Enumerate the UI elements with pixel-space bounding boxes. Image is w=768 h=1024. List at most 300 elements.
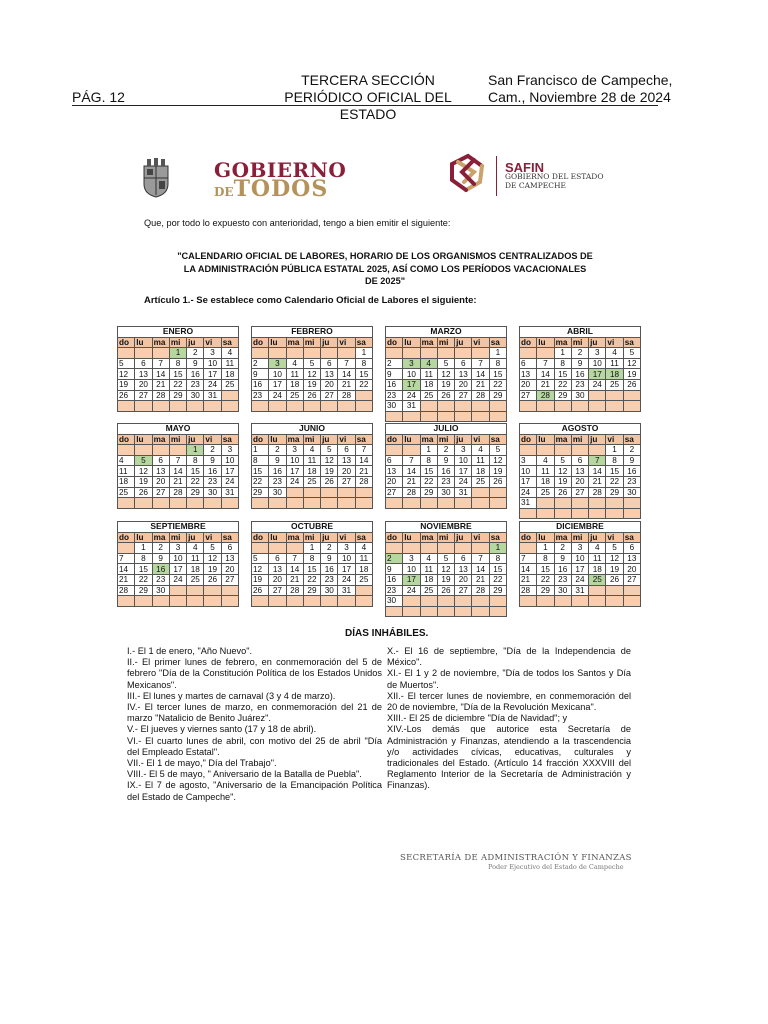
day-cell: 2 bbox=[437, 445, 454, 456]
empty-day-cell bbox=[437, 411, 454, 422]
day-cell: 7 bbox=[338, 358, 355, 369]
day-cell: 21 bbox=[355, 466, 372, 477]
day-header: mi bbox=[169, 532, 186, 543]
day-cell: 8 bbox=[606, 455, 623, 466]
day-cell: 12 bbox=[489, 455, 506, 466]
empty-day-cell bbox=[269, 498, 286, 509]
day-cell: 18 bbox=[221, 369, 238, 380]
day-cell: 23 bbox=[204, 476, 221, 487]
empty-day-cell bbox=[472, 543, 489, 554]
day-cell: 3 bbox=[571, 543, 588, 554]
empty-day-cell bbox=[221, 390, 238, 401]
day-cell: 12 bbox=[118, 369, 135, 380]
day-cell: 1 bbox=[420, 445, 437, 456]
day-cell: 18 bbox=[118, 476, 135, 487]
day-header: sa bbox=[489, 337, 506, 348]
day-cell: 27 bbox=[269, 585, 286, 596]
title-line-3: DE 2025" bbox=[364, 276, 406, 286]
day-header: ju bbox=[187, 532, 204, 543]
empty-day-cell bbox=[520, 596, 537, 607]
day-cell: 2 bbox=[623, 445, 640, 456]
empty-day-cell bbox=[455, 498, 472, 509]
day-cell: 4 bbox=[118, 455, 135, 466]
day-cell: 17 bbox=[338, 564, 355, 575]
day-cell: 22 bbox=[355, 379, 372, 390]
day-cell: 10 bbox=[571, 553, 588, 564]
empty-day-cell bbox=[187, 585, 204, 596]
day-header: sa bbox=[623, 337, 640, 348]
day-header: mi bbox=[303, 532, 320, 543]
day-cell: 20 bbox=[623, 564, 640, 575]
day-cell: 6 bbox=[455, 358, 472, 369]
day-cell: 11 bbox=[537, 466, 554, 477]
empty-day-cell bbox=[204, 401, 221, 412]
day-cell: 17 bbox=[221, 466, 238, 477]
day-cell: 11 bbox=[187, 553, 204, 564]
day-cell: 4 bbox=[589, 543, 606, 554]
day-cell: 25 bbox=[187, 574, 204, 585]
day-cell: 9 bbox=[386, 369, 403, 380]
day-header: do bbox=[252, 532, 269, 543]
day-cell: 17 bbox=[520, 476, 537, 487]
holiday-day-cell: 28 bbox=[537, 390, 554, 401]
month-calendar-noviembre bbox=[385, 521, 507, 617]
day-cell: 24 bbox=[455, 476, 472, 487]
day-header: ju bbox=[455, 337, 472, 348]
month-name: FEBRERO bbox=[252, 327, 373, 338]
day-cell: 6 bbox=[135, 358, 152, 369]
day-cell: 18 bbox=[420, 379, 437, 390]
day-cell: 31 bbox=[338, 585, 355, 596]
day-cell: 14 bbox=[355, 455, 372, 466]
day-cell: 17 bbox=[286, 466, 303, 477]
empty-day-cell bbox=[386, 606, 403, 617]
day-cell: 7 bbox=[152, 358, 169, 369]
day-cell: 12 bbox=[437, 564, 454, 575]
empty-day-cell bbox=[623, 508, 640, 519]
empty-day-cell bbox=[589, 498, 606, 509]
day-cell: 6 bbox=[269, 553, 286, 564]
day-cell: 25 bbox=[420, 585, 437, 596]
holiday-day-cell: 2 bbox=[386, 553, 403, 564]
day-cell: 9 bbox=[623, 455, 640, 466]
day-cell: 24 bbox=[589, 379, 606, 390]
day-header: mi bbox=[303, 337, 320, 348]
day-cell: 2 bbox=[571, 348, 588, 359]
empty-day-cell bbox=[537, 348, 554, 359]
day-header: do bbox=[118, 434, 135, 445]
day-cell: 7 bbox=[472, 358, 489, 369]
day-cell: 19 bbox=[489, 466, 506, 477]
day-cell: 1 bbox=[252, 445, 269, 456]
day-cell: 3 bbox=[221, 445, 238, 456]
day-cell: 26 bbox=[489, 476, 506, 487]
day-cell: 12 bbox=[135, 466, 152, 477]
safin-logo-text: SAFIN bbox=[505, 160, 544, 175]
day-cell: 25 bbox=[472, 476, 489, 487]
empty-day-cell bbox=[537, 596, 554, 607]
inhabil-item: XI.- El 1 y 2 de noviembre, "Día de todos los Santos y Día de Muertos". bbox=[387, 668, 631, 690]
empty-day-cell bbox=[420, 543, 437, 554]
day-cell: 23 bbox=[571, 379, 588, 390]
day-cell: 15 bbox=[420, 466, 437, 477]
holiday-day-cell: 5 bbox=[135, 455, 152, 466]
day-cell: 21 bbox=[589, 476, 606, 487]
day-header: mi bbox=[571, 337, 588, 348]
day-cell: 4 bbox=[420, 553, 437, 564]
day-cell: 24 bbox=[403, 390, 420, 401]
day-cell: 4 bbox=[187, 543, 204, 554]
empty-day-cell bbox=[472, 596, 489, 607]
day-header: lu bbox=[403, 434, 420, 445]
month-calendar-marzo bbox=[385, 326, 507, 422]
empty-day-cell bbox=[489, 411, 506, 422]
month-calendar-mayo bbox=[117, 423, 239, 509]
empty-day-cell bbox=[303, 498, 320, 509]
day-cell: 24 bbox=[338, 574, 355, 585]
empty-day-cell bbox=[489, 401, 506, 412]
day-cell: 19 bbox=[623, 369, 640, 380]
day-header: do bbox=[520, 337, 537, 348]
empty-day-cell bbox=[386, 498, 403, 509]
day-cell: 24 bbox=[520, 487, 537, 498]
empty-day-cell bbox=[403, 606, 420, 617]
day-cell: 14 bbox=[472, 369, 489, 380]
day-cell: 12 bbox=[554, 466, 571, 477]
day-cell: 6 bbox=[152, 455, 169, 466]
day-cell: 15 bbox=[252, 466, 269, 477]
month-name: NOVIEMBRE bbox=[386, 522, 507, 533]
empty-day-cell bbox=[420, 596, 437, 607]
empty-day-cell bbox=[606, 596, 623, 607]
empty-day-cell bbox=[338, 487, 355, 498]
day-header: ma bbox=[152, 434, 169, 445]
day-cell: 5 bbox=[303, 358, 320, 369]
day-cell: 11 bbox=[118, 466, 135, 477]
day-cell: 19 bbox=[204, 564, 221, 575]
day-cell: 10 bbox=[403, 564, 420, 575]
day-cell: 17 bbox=[169, 564, 186, 575]
day-cell: 20 bbox=[520, 379, 537, 390]
day-cell: 25 bbox=[118, 487, 135, 498]
month-name: MARZO bbox=[386, 327, 507, 338]
holiday-day-cell: 1 bbox=[169, 348, 186, 359]
empty-day-cell bbox=[135, 596, 152, 607]
day-cell: 15 bbox=[187, 466, 204, 477]
holiday-day-cell: 1 bbox=[187, 445, 204, 456]
day-cell: 30 bbox=[187, 390, 204, 401]
day-cell: 5 bbox=[554, 455, 571, 466]
day-cell: 15 bbox=[169, 369, 186, 380]
day-header: ma bbox=[152, 532, 169, 543]
day-cell: 5 bbox=[489, 445, 506, 456]
empty-day-cell bbox=[118, 596, 135, 607]
empty-day-cell bbox=[472, 498, 489, 509]
day-cell: 19 bbox=[321, 466, 338, 477]
empty-day-cell bbox=[455, 348, 472, 359]
day-cell: 3 bbox=[520, 455, 537, 466]
empty-day-cell bbox=[269, 348, 286, 359]
day-header: vi bbox=[204, 434, 221, 445]
empty-day-cell bbox=[571, 596, 588, 607]
day-cell: 24 bbox=[403, 585, 420, 596]
day-cell: 21 bbox=[169, 476, 186, 487]
day-cell: 30 bbox=[269, 487, 286, 498]
day-cell: 2 bbox=[269, 445, 286, 456]
day-cell: 21 bbox=[520, 574, 537, 585]
empty-day-cell bbox=[606, 498, 623, 509]
month-calendar-abril bbox=[519, 326, 641, 412]
empty-day-cell bbox=[338, 401, 355, 412]
day-cell: 11 bbox=[606, 358, 623, 369]
empty-day-cell bbox=[187, 596, 204, 607]
inhabil-item: VIII.- El 5 de mayo, " Aniversario de la Batalla de Puebla". bbox=[127, 769, 362, 780]
day-header: ma bbox=[554, 532, 571, 543]
day-cell: 8 bbox=[187, 455, 204, 466]
day-header: mi bbox=[437, 434, 454, 445]
day-header: sa bbox=[623, 434, 640, 445]
empty-day-cell bbox=[437, 401, 454, 412]
day-header: do bbox=[252, 434, 269, 445]
day-header: do bbox=[118, 337, 135, 348]
day-cell: 27 bbox=[520, 390, 537, 401]
empty-day-cell bbox=[286, 487, 303, 498]
month-name: MAYO bbox=[118, 424, 239, 435]
day-cell: 24 bbox=[269, 390, 286, 401]
day-cell: 10 bbox=[520, 466, 537, 477]
day-cell: 10 bbox=[589, 358, 606, 369]
day-cell: 24 bbox=[204, 379, 221, 390]
day-cell: 30 bbox=[554, 585, 571, 596]
day-header: ma bbox=[286, 337, 303, 348]
day-cell: 14 bbox=[472, 564, 489, 575]
page-number: PÁG. 12 bbox=[72, 89, 125, 105]
day-header: ju bbox=[187, 434, 204, 445]
day-cell: 4 bbox=[286, 358, 303, 369]
empty-day-cell bbox=[303, 348, 320, 359]
empty-day-cell bbox=[135, 348, 152, 359]
day-cell: 21 bbox=[472, 379, 489, 390]
month-name: AGOSTO bbox=[520, 424, 641, 435]
footer-poder-ejecutivo: Poder Ejecutivo del Estado de Campeche bbox=[488, 863, 624, 871]
day-cell: 10 bbox=[403, 369, 420, 380]
empty-day-cell bbox=[321, 401, 338, 412]
day-cell: 8 bbox=[355, 358, 372, 369]
day-cell: 16 bbox=[386, 379, 403, 390]
day-cell: 1 bbox=[355, 348, 372, 359]
day-cell: 28 bbox=[355, 476, 372, 487]
day-cell: 12 bbox=[606, 553, 623, 564]
empty-day-cell bbox=[623, 585, 640, 596]
day-cell: 25 bbox=[355, 574, 372, 585]
day-cell: 26 bbox=[204, 574, 221, 585]
day-cell: 4 bbox=[303, 445, 320, 456]
day-cell: 9 bbox=[152, 553, 169, 564]
day-cell: 28 bbox=[152, 390, 169, 401]
empty-day-cell bbox=[169, 498, 186, 509]
day-cell: 7 bbox=[537, 358, 554, 369]
day-cell: 16 bbox=[554, 564, 571, 575]
day-cell: 26 bbox=[623, 379, 640, 390]
empty-day-cell bbox=[252, 596, 269, 607]
day-cell: 25 bbox=[286, 390, 303, 401]
day-cell: 21 bbox=[152, 379, 169, 390]
empty-day-cell bbox=[187, 498, 204, 509]
day-header: do bbox=[520, 434, 537, 445]
day-cell: 10 bbox=[221, 455, 238, 466]
empty-day-cell bbox=[152, 498, 169, 509]
empty-day-cell bbox=[386, 543, 403, 554]
empty-day-cell bbox=[623, 390, 640, 401]
day-cell: 28 bbox=[118, 585, 135, 596]
day-header: vi bbox=[338, 434, 355, 445]
day-cell: 3 bbox=[589, 348, 606, 359]
day-cell: 19 bbox=[554, 476, 571, 487]
day-cell: 6 bbox=[520, 358, 537, 369]
day-header: do bbox=[386, 532, 403, 543]
empty-day-cell bbox=[286, 401, 303, 412]
empty-day-cell bbox=[269, 543, 286, 554]
day-cell: 28 bbox=[472, 390, 489, 401]
empty-day-cell bbox=[554, 498, 571, 509]
day-cell: 17 bbox=[269, 379, 286, 390]
day-cell: 30 bbox=[204, 487, 221, 498]
intro-paragraph: Que, por todo lo expuesto con anterioridad, tengo a bien emitir el siguiente: bbox=[144, 218, 451, 228]
day-cell: 6 bbox=[321, 358, 338, 369]
day-cell: 7 bbox=[520, 553, 537, 564]
day-header: ma bbox=[420, 337, 437, 348]
day-cell: 9 bbox=[204, 455, 221, 466]
day-header: ju bbox=[455, 532, 472, 543]
day-cell: 5 bbox=[437, 553, 454, 564]
holiday-day-cell: 17 bbox=[589, 369, 606, 380]
day-cell: 14 bbox=[169, 466, 186, 477]
day-cell: 1 bbox=[606, 445, 623, 456]
empty-day-cell bbox=[420, 606, 437, 617]
day-cell: 5 bbox=[252, 553, 269, 564]
empty-day-cell bbox=[455, 596, 472, 607]
empty-day-cell bbox=[623, 401, 640, 412]
day-cell: 19 bbox=[437, 379, 454, 390]
empty-day-cell bbox=[520, 508, 537, 519]
footer-secretaria: SECRETARÍA DE ADMINISTRACIÓN Y FINANZAS bbox=[400, 853, 632, 863]
day-header: mi bbox=[303, 434, 320, 445]
day-header: mi bbox=[571, 532, 588, 543]
inhabiles-heading: DÍAS INHÁBILES. bbox=[345, 628, 429, 639]
empty-day-cell bbox=[606, 401, 623, 412]
empty-day-cell bbox=[571, 401, 588, 412]
empty-day-cell bbox=[489, 498, 506, 509]
day-header: vi bbox=[606, 337, 623, 348]
day-header: vi bbox=[338, 337, 355, 348]
day-cell: 8 bbox=[489, 553, 506, 564]
day-cell: 11 bbox=[303, 455, 320, 466]
day-cell: 13 bbox=[321, 369, 338, 380]
day-cell: 29 bbox=[537, 585, 554, 596]
empty-day-cell bbox=[269, 596, 286, 607]
empty-day-cell bbox=[355, 585, 372, 596]
empty-day-cell bbox=[489, 487, 506, 498]
day-cell: 14 bbox=[286, 564, 303, 575]
campeche-crest-icon bbox=[141, 158, 171, 198]
empty-day-cell bbox=[355, 390, 372, 401]
day-cell: 4 bbox=[537, 455, 554, 466]
day-cell: 11 bbox=[221, 358, 238, 369]
day-cell: 20 bbox=[338, 466, 355, 477]
day-cell: 16 bbox=[269, 466, 286, 477]
empty-day-cell bbox=[187, 401, 204, 412]
empty-day-cell bbox=[303, 401, 320, 412]
day-cell: 18 bbox=[303, 466, 320, 477]
day-header: sa bbox=[489, 434, 506, 445]
day-cell: 15 bbox=[303, 564, 320, 575]
inhabil-item: XII.- El tercer lunes de noviembre, en conmemoración del 20 de noviembre, "Día de la Revolución Mexicana". bbox=[387, 690, 631, 713]
holiday-day-cell: 18 bbox=[606, 369, 623, 380]
empty-day-cell bbox=[152, 401, 169, 412]
day-cell: 5 bbox=[204, 543, 221, 554]
newspaper-name: PERIÓDICO OFICIAL DEL ESTADO bbox=[284, 89, 452, 122]
day-header: sa bbox=[355, 434, 372, 445]
day-cell: 18 bbox=[355, 564, 372, 575]
safin-subtitle-2: DE CAMPECHE bbox=[505, 181, 566, 190]
day-cell: 15 bbox=[135, 564, 152, 575]
day-cell: 30 bbox=[623, 487, 640, 498]
day-cell: 23 bbox=[623, 476, 640, 487]
empty-day-cell bbox=[118, 401, 135, 412]
day-cell: 28 bbox=[472, 585, 489, 596]
empty-day-cell bbox=[338, 348, 355, 359]
day-cell: 26 bbox=[554, 487, 571, 498]
dateline-date: Cam., Noviembre 28 de 2024 bbox=[488, 89, 671, 105]
empty-day-cell bbox=[554, 445, 571, 456]
day-cell: 7 bbox=[169, 455, 186, 466]
day-cell: 26 bbox=[118, 390, 135, 401]
month-name: JUNIO bbox=[252, 424, 373, 435]
day-cell: 14 bbox=[589, 466, 606, 477]
empty-day-cell bbox=[152, 348, 169, 359]
day-cell: 24 bbox=[286, 476, 303, 487]
day-cell: 8 bbox=[169, 358, 186, 369]
empty-day-cell bbox=[286, 348, 303, 359]
day-cell: 6 bbox=[571, 455, 588, 466]
empty-day-cell bbox=[520, 401, 537, 412]
empty-day-cell bbox=[118, 543, 135, 554]
day-cell: 11 bbox=[420, 369, 437, 380]
empty-day-cell bbox=[221, 585, 238, 596]
holiday-day-cell: 17 bbox=[403, 574, 420, 585]
day-header: sa bbox=[221, 532, 238, 543]
day-cell: 15 bbox=[606, 466, 623, 477]
empty-day-cell bbox=[252, 401, 269, 412]
day-cell: 27 bbox=[321, 390, 338, 401]
day-cell: 8 bbox=[420, 455, 437, 466]
day-cell: 2 bbox=[187, 348, 204, 359]
day-cell: 25 bbox=[303, 476, 320, 487]
day-cell: 20 bbox=[571, 476, 588, 487]
day-cell: 15 bbox=[355, 369, 372, 380]
day-cell: 19 bbox=[606, 564, 623, 575]
empty-day-cell bbox=[472, 411, 489, 422]
day-cell: 22 bbox=[187, 476, 204, 487]
empty-day-cell bbox=[269, 401, 286, 412]
safin-subtitle-1: GOBIERNO DEL ESTADO bbox=[505, 172, 604, 181]
holiday-day-cell: 16 bbox=[152, 564, 169, 575]
day-cell: 29 bbox=[187, 487, 204, 498]
empty-day-cell bbox=[571, 508, 588, 519]
day-cell: 22 bbox=[606, 476, 623, 487]
day-cell: 13 bbox=[571, 466, 588, 477]
day-cell: 10 bbox=[269, 369, 286, 380]
